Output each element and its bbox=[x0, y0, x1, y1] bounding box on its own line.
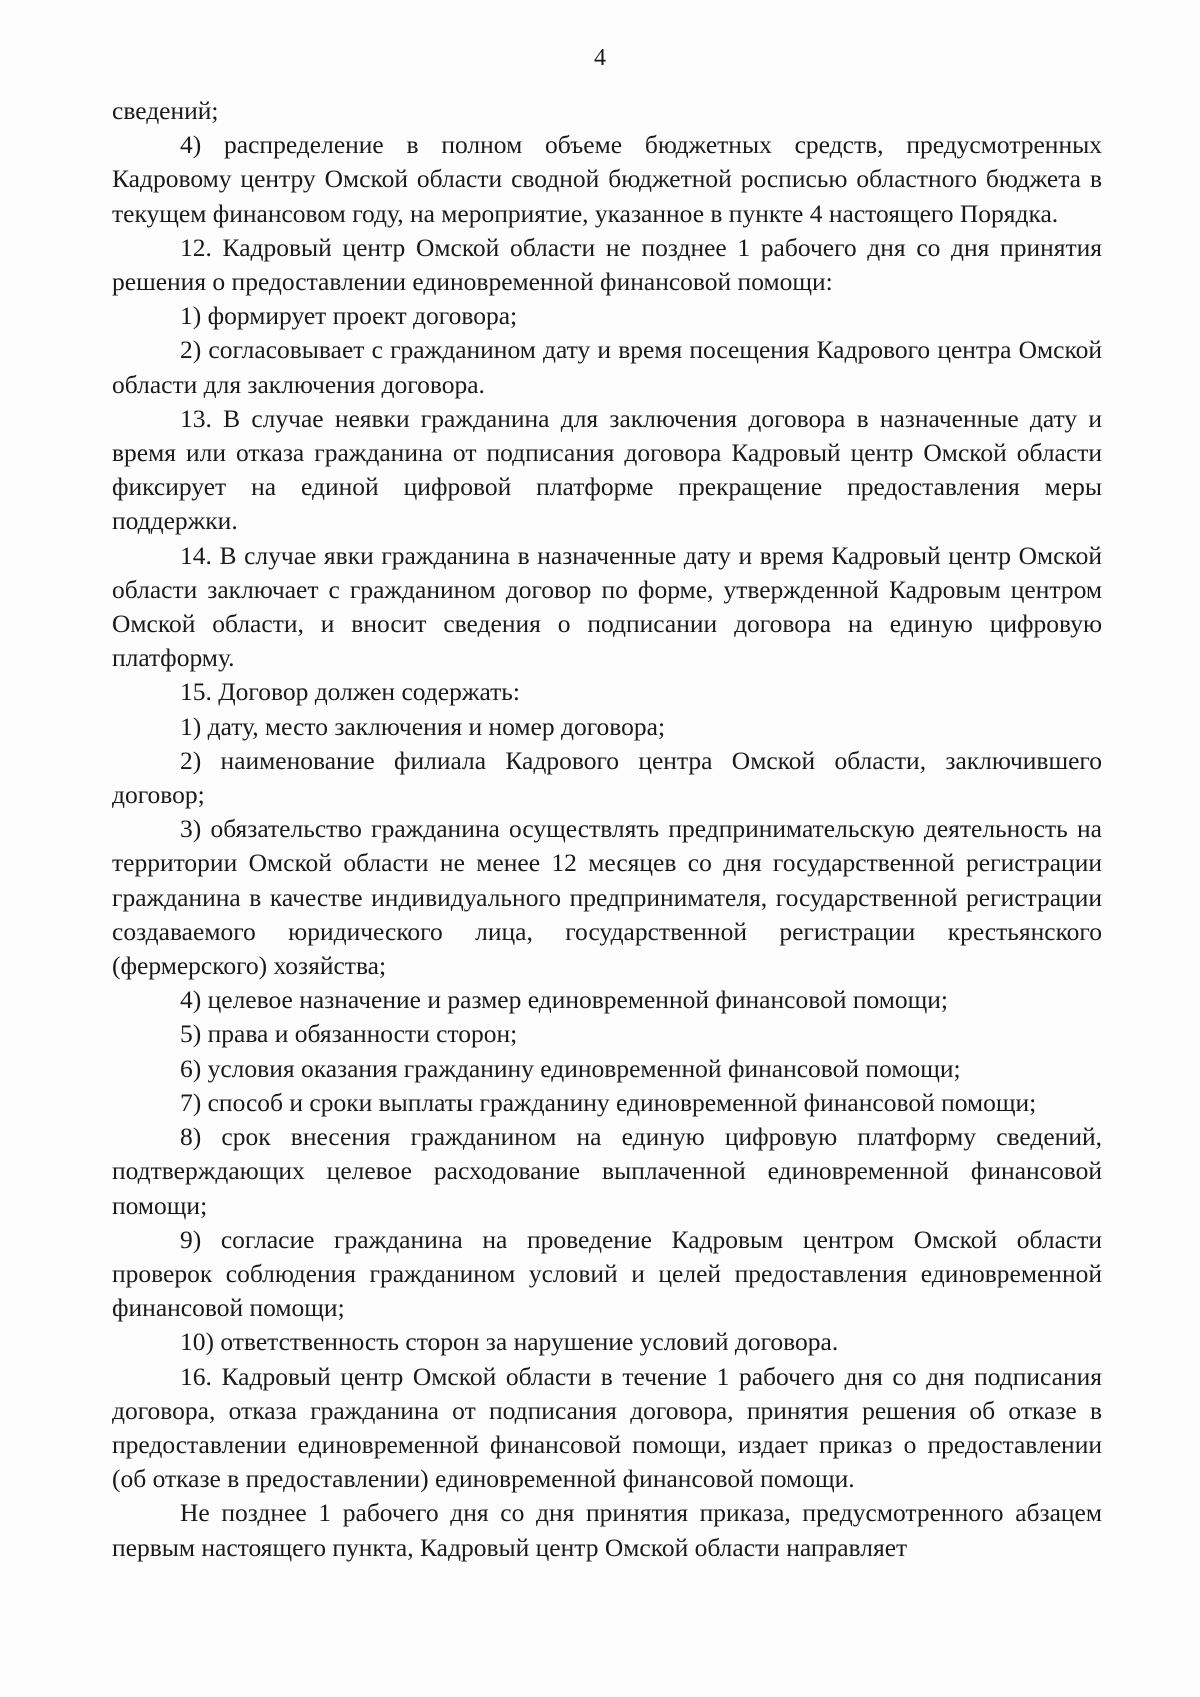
paragraph-8: 15. Договор должен содержать: bbox=[180, 677, 520, 707]
paragraph-15: 7) способ и сроки выплаты гражданину единовременной финансовой помощи; bbox=[180, 1087, 1037, 1117]
paragraph-16: 8) срок внесения гражданином на единую цифровую платформу сведений, подтверждающих целевое расходование выплаченной единовременной финансовой помощи; bbox=[112, 1122, 1102, 1220]
paragraph-2: 4) распределение в полном объеме бюджетных средств, предусмотренных Кадровому центру Омской области сводной бюджетной росписью областного бюджета в текущем финансовом году, на мероприятие, указанное в пункте 4 настоящего Порядка. bbox=[112, 130, 1102, 228]
paragraph-6: 13. В случае неявки гражданина для заключения договора в назначенные дату и время или отказа гражданина от подписания договора Кадровый центр Омской области фиксирует на единой цифровой платформе прекращение предоставления меры поддержки. bbox=[112, 403, 1102, 536]
page-number: 4 bbox=[594, 45, 606, 71]
paragraph-3: 12. Кадровый центр Омской области не позднее 1 рабочего дня со дня принятия решения о предоставлении единовременной финансовой помощи: bbox=[112, 232, 1102, 297]
document-body bbox=[112, 94, 1102, 1565]
paragraph-13: 5) права и обязанности сторон; bbox=[180, 1019, 518, 1049]
paragraph-20: Не позднее 1 рабочего дня со дня принятия приказа, предусмотренного абзацем первым настоящего пункта, Кадровый центр Омской области направляет bbox=[112, 1498, 1102, 1562]
paragraph-12: 4) целевое назначение и размер единовременной финансовой помощи; bbox=[180, 985, 949, 1015]
paragraph-10: 2) наименование филиала Кадрового центра Омской области, заключившего договор; bbox=[112, 745, 1102, 810]
paragraph-11: 3) обязательство гражданина осуществлять предпринимательскую деятельность на территории Омской области не менее 12 месяцев со дня государственной регистрации гражданина в качестве индивидуального предпринимателя, государственной регистрации создаваемого юридического лица, государственной регистрации крестьянского (фермерского) хозяйства; bbox=[112, 814, 1102, 981]
paragraph-1: сведений; bbox=[112, 96, 219, 125]
paragraph-19: 16. Кадровый центр Омской области в течение 1 рабочего дня со дня подписания договора, отказа гражданина от подписания договора, принятия решения об отказе в предоставлении единовременной финансовой помощи, издает приказ о предоставлении (об отказе в предоставлении) единовременной финансовой помощи. bbox=[112, 1361, 1102, 1494]
paragraph-14: 6) условия оказания гражданину единовременной финансовой помощи; bbox=[180, 1053, 961, 1083]
paragraph-5: 2) согласовывает с гражданином дату и время посещения Кадрового центра Омской области для заключения договора. bbox=[112, 335, 1102, 399]
paragraph-17: 9) согласие гражданина на проведение Кадровым центром Омской области проверок соблюдения гражданином условий и целей предоставления единовременной финансовой помощи; bbox=[112, 1224, 1102, 1323]
paragraph-4: 1) формирует проект договора; bbox=[180, 301, 518, 331]
paragraph-9: 1) дату, место заключения и номер договора; bbox=[180, 711, 666, 741]
paragraph-18: 10) ответственность сторон за нарушение условий договора. bbox=[180, 1327, 839, 1357]
paragraph-7: 14. В случае явки гражданина в назначенные дату и время Кадровый центр Омской области заключает с гражданином договор по форме, утвержденной Кадровым центром Омской области, и вносит сведения о подписании договора на единую цифровую платформу. bbox=[112, 540, 1102, 673]
